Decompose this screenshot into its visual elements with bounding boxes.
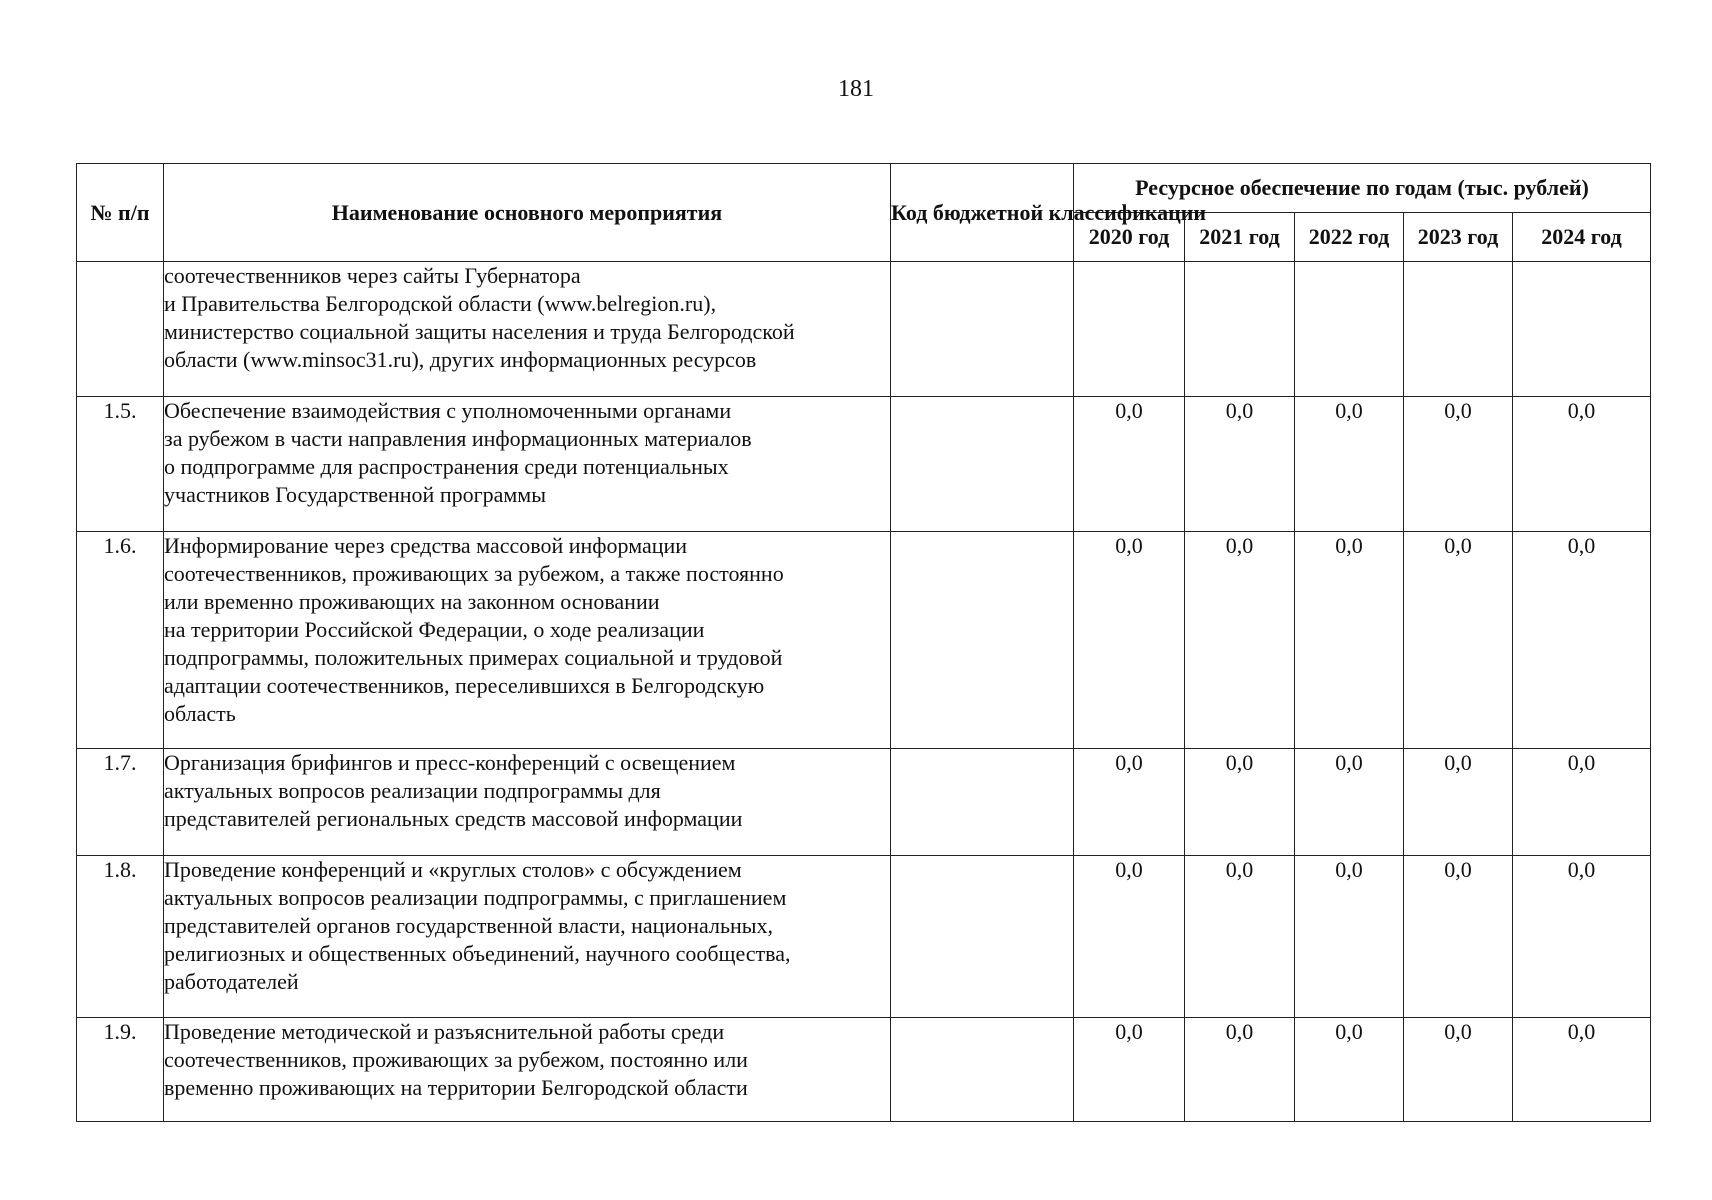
- name-line: область: [164, 701, 236, 726]
- value-2023: 0,0: [1404, 1018, 1513, 1122]
- row-name: [164, 532, 891, 749]
- header-kbk: Код бюджетной классификации: [891, 164, 1074, 262]
- table-row: [77, 397, 1651, 532]
- value-2022: 0,0: [1295, 1018, 1404, 1122]
- name-line: религиозных и общественных объединений, научного сообщества,: [164, 941, 791, 966]
- name-line: работодателей: [164, 969, 299, 994]
- name-line: или временно проживающих на законном основании: [164, 589, 660, 614]
- value-2023: 0,0: [1404, 397, 1513, 532]
- table-row: [77, 1018, 1651, 1122]
- table-row: [77, 532, 1651, 749]
- row-num: [77, 262, 164, 397]
- value-2024: [1513, 262, 1651, 397]
- name-line: Обеспечение взаимодействия с уполномоченными органами: [164, 398, 732, 423]
- value-2021: 0,0: [1185, 856, 1295, 1018]
- value-2022: 0,0: [1295, 749, 1404, 856]
- name-line: соотечественников через сайты Губернатора: [164, 263, 581, 288]
- value-2022: 0,0: [1295, 856, 1404, 1018]
- name-line: участников Государственной программы: [164, 482, 547, 507]
- value-2024: 0,0: [1513, 1018, 1651, 1122]
- name-line: соотечественников, проживающих за рубежом, постоянно или: [164, 1047, 748, 1072]
- header-year-2022: 2022 год: [1295, 213, 1404, 262]
- row-num: 1.6.: [77, 532, 164, 749]
- row-num: 1.9.: [77, 1018, 164, 1122]
- header-name: Наименование основного мероприятия: [164, 164, 891, 262]
- table-row: [77, 262, 1651, 397]
- name-line: подпрограммы, положительных примерах социальной и трудовой: [164, 645, 783, 670]
- value-2021: 0,0: [1185, 397, 1295, 532]
- name-line: представителей региональных средств массовой информации: [164, 806, 743, 831]
- value-2021: 0,0: [1185, 749, 1295, 856]
- header-year-2024: 2024 год: [1513, 213, 1651, 262]
- value-2024: 0,0: [1513, 397, 1651, 532]
- name-line: и Правительства Белгородской области (www.belregion.ru),: [164, 291, 717, 316]
- name-line: актуальных вопросов реализации подпрограммы для: [164, 778, 661, 803]
- name-line: Информирование через средства массовой информации: [164, 533, 688, 558]
- row-num: 1.7.: [77, 749, 164, 856]
- row-num: 1.8.: [77, 856, 164, 1018]
- value-2023: 0,0: [1404, 749, 1513, 856]
- value-2020: [1074, 262, 1185, 397]
- header-year-2020: 2020 год: [1074, 213, 1185, 262]
- name-line: соотечественников, проживающих за рубежом, а также постоянно: [164, 561, 784, 586]
- name-line: временно проживающих на территории Белгородской области: [164, 1075, 748, 1100]
- value-2020: 0,0: [1074, 1018, 1185, 1122]
- value-2021: 0,0: [1185, 1018, 1295, 1122]
- row-kbk: [891, 856, 1074, 1018]
- name-line: министерство социальной защиты населения и труда Белгородской: [164, 319, 795, 344]
- value-2020: 0,0: [1074, 749, 1185, 856]
- row-kbk: [891, 262, 1074, 397]
- header-resource: Ресурсное обеспечение по годам (тыс. рублей): [1074, 164, 1651, 213]
- name-line: Организация брифингов и пресс-конференций с освещением: [164, 750, 736, 775]
- row-name: [164, 856, 891, 1018]
- name-line: представителей органов государственной власти, национальных,: [164, 913, 774, 938]
- value-2020: 0,0: [1074, 397, 1185, 532]
- value-2020: 0,0: [1074, 856, 1185, 1018]
- value-2023: [1404, 262, 1513, 397]
- page-number: 181: [838, 76, 874, 102]
- value-2024: 0,0: [1513, 749, 1651, 856]
- table-header: [77, 164, 1651, 262]
- table-body: [77, 262, 1651, 1122]
- row-name: [164, 1018, 891, 1122]
- name-line: области (www.minsoc31.ru), других информационных ресурсов: [164, 347, 757, 372]
- value-2022: 0,0: [1295, 397, 1404, 532]
- name-line: актуальных вопросов реализации подпрограммы, с приглашением: [164, 885, 787, 910]
- value-2021: [1185, 262, 1295, 397]
- value-2022: 0,0: [1295, 532, 1404, 749]
- value-2022: [1295, 262, 1404, 397]
- name-line: Проведение методической и разъяснительной работы среди: [164, 1019, 725, 1044]
- name-line: адаптации соотечественников, переселившихся в Белгородскую: [164, 673, 765, 698]
- value-2021: 0,0: [1185, 532, 1295, 749]
- activities-table: [76, 163, 1651, 1122]
- header-year-2023: 2023 год: [1404, 213, 1513, 262]
- row-name: [164, 749, 891, 856]
- table-row: [77, 856, 1651, 1018]
- header-num: № п/п: [77, 164, 164, 262]
- value-2024: 0,0: [1513, 856, 1651, 1018]
- row-kbk: [891, 1018, 1074, 1122]
- row-kbk: [891, 749, 1074, 856]
- name-line: о подпрограмме для распространения среди потенциальных: [164, 454, 729, 479]
- row-kbk: [891, 397, 1074, 532]
- value-2020: 0,0: [1074, 532, 1185, 749]
- name-line: Проведение конференций и «круглых столов» с обсуждением: [164, 857, 742, 882]
- row-kbk: [891, 532, 1074, 749]
- header-year-2021: 2021 год: [1185, 213, 1295, 262]
- value-2024: 0,0: [1513, 532, 1651, 749]
- row-name: [164, 397, 891, 532]
- table-row: [77, 749, 1651, 856]
- name-line: на территории Российской Федерации, о ходе реализации: [164, 617, 705, 642]
- row-name: [164, 262, 891, 397]
- value-2023: 0,0: [1404, 856, 1513, 1018]
- value-2023: 0,0: [1404, 532, 1513, 749]
- name-line: за рубежом в части направления информационных материалов: [164, 426, 752, 451]
- row-num: 1.5.: [77, 397, 164, 532]
